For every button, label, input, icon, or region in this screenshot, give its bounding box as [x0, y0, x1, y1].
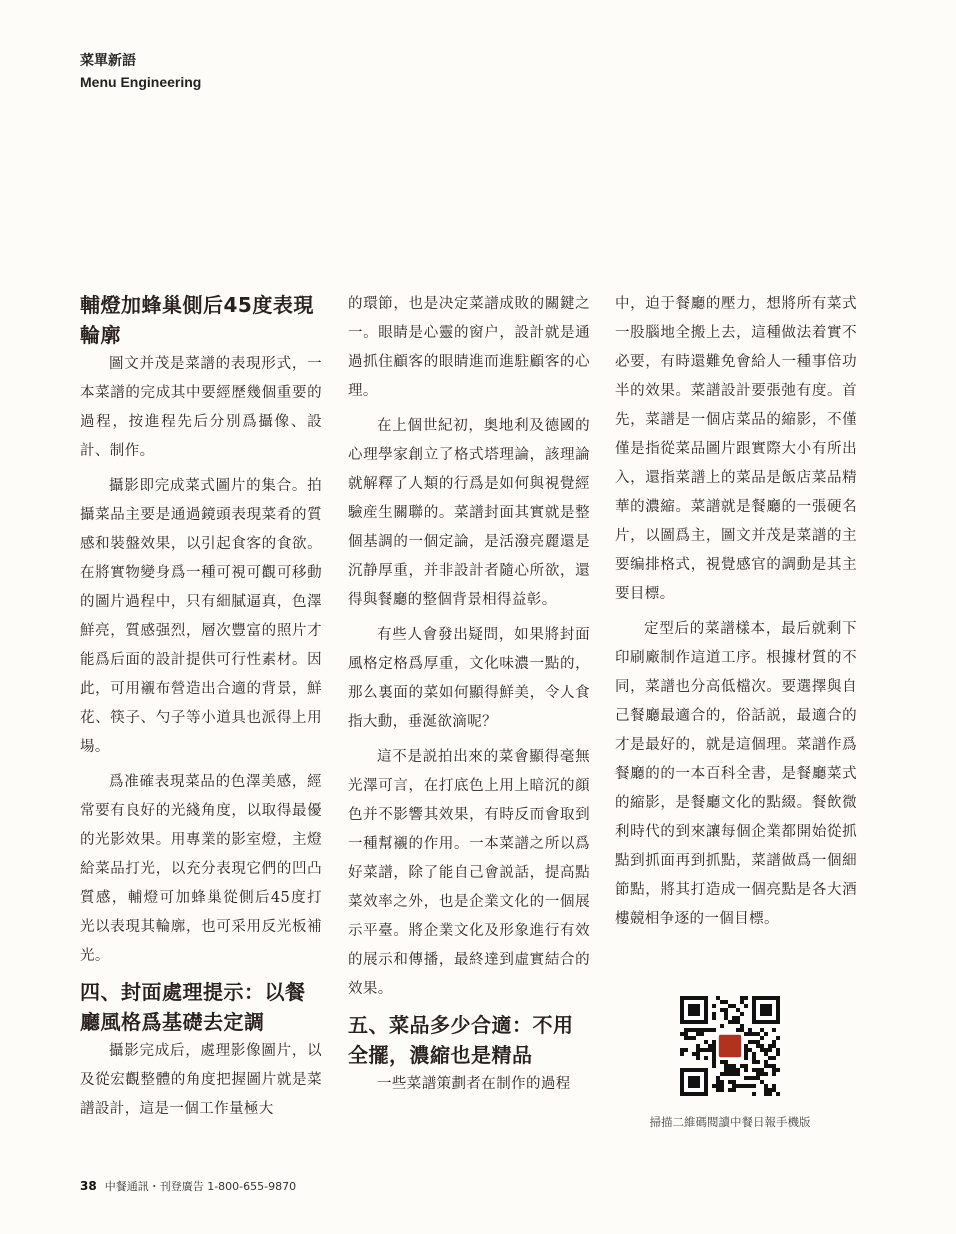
subheading-lighting: 輔燈加蜂巢側后45度表現輪廓 [80, 293, 314, 347]
qr-module [752, 1076, 756, 1080]
qr-module [724, 1060, 728, 1064]
qr-module [744, 1056, 748, 1060]
qr-module [760, 1072, 764, 1076]
qr-module [740, 1000, 744, 1004]
qr-module [712, 1004, 716, 1008]
qr-module [704, 1040, 708, 1044]
qr-module [768, 1088, 772, 1092]
paragraph: 攝影完成后，處理影像圖片，以及從宏觀整體的角度把握圖片就是菜譜設計，這是一個工作量極大 [80, 1043, 322, 1117]
qr-module [712, 1028, 716, 1032]
qr-module [764, 1052, 768, 1056]
qr-module [772, 1044, 776, 1048]
qr-module [748, 1032, 752, 1036]
subheading-dishes: 五、菜品多少合適：不用全擺，濃縮也是精品 [348, 1013, 574, 1067]
qr-module [696, 1028, 700, 1032]
qr-module [776, 1092, 780, 1096]
qr-module [736, 1084, 740, 1088]
qr-module [720, 1008, 724, 1012]
qr-module [716, 996, 720, 1000]
qr-module [736, 1028, 740, 1032]
article-column-2 [348, 290, 590, 1099]
qr-module [752, 1056, 756, 1060]
qr-module [684, 1028, 688, 1032]
qr-module [736, 1072, 740, 1076]
qr-module [772, 1064, 776, 1068]
qr-module [728, 1020, 732, 1024]
qr-module [700, 1048, 704, 1052]
qr-module [756, 1044, 760, 1048]
qr-module [768, 1044, 772, 1048]
qr-module [756, 1060, 760, 1064]
qr-module [720, 1080, 724, 1084]
qr-module [772, 1028, 776, 1032]
qr-module [712, 1064, 716, 1068]
qr-module [752, 1084, 756, 1088]
qr-module [776, 1036, 780, 1040]
qr-module [684, 1032, 688, 1036]
qr-module [680, 1048, 684, 1052]
qr-module [732, 1084, 736, 1088]
qr-module [692, 1036, 696, 1040]
qr-module [756, 1076, 760, 1080]
qr-module [752, 1032, 756, 1036]
qr-module [732, 1068, 736, 1072]
qr-module [724, 1068, 728, 1072]
qr-module [728, 1064, 732, 1068]
paragraph: 這不是説拍出來的菜會顯得毫無光澤可言，在打底色上用上暗沉的顔色并不影響其效果，有時反而會取到一種幫襯的作用。一本菜譜之所以爲好菜譜，除了能自己會説話，提高點菜效率之外，也是企業文化的一個展示平臺。將企業文化及形象進行有效的展示和傳播，最終達到虛實結合的效果。 [348, 749, 590, 997]
qr-module [744, 1004, 748, 1008]
section-header [80, 50, 201, 90]
qr-module [720, 1088, 724, 1092]
qr-module [712, 1060, 716, 1064]
qr-module [776, 1048, 780, 1052]
qr-module [728, 1068, 732, 1072]
qr-module [700, 1028, 704, 1032]
qr-finder [760, 1004, 772, 1016]
qr-module [768, 1056, 772, 1060]
qr-module [708, 1048, 712, 1052]
qr-module [744, 1048, 748, 1052]
qr-module [736, 1016, 740, 1020]
footer-text: 中餐通訊・刊登廣告 1-800-655-9870 [104, 1180, 297, 1193]
qr-module [680, 1032, 684, 1036]
qr-module [764, 1048, 768, 1052]
qr-module [764, 1072, 768, 1076]
qr-module [680, 1052, 684, 1056]
qr-module [764, 1060, 768, 1064]
qr-module [760, 1068, 764, 1072]
qr-module [712, 1048, 716, 1052]
qr-module [728, 1088, 732, 1092]
qr-module [716, 1088, 720, 1092]
qr-module [720, 1072, 724, 1076]
qr-module [772, 1056, 776, 1060]
subheading-cover: 四、封面處理提示：以餐廳風格爲基礎去定調 [80, 980, 306, 1034]
qr-finder [688, 1004, 700, 1016]
qr-module [704, 1056, 708, 1060]
qr-module [760, 1036, 764, 1040]
qr-module [696, 1032, 700, 1036]
qr-module [708, 1028, 712, 1032]
qr-module [724, 1000, 728, 1004]
qr-module [724, 1008, 728, 1012]
qr-module [724, 1072, 728, 1076]
paragraph: 有些人會發出疑問，如果將封面風格定格爲厚重，文化味濃一點的，那么裏面的菜如何顯得鮮美，令人食指大動，垂涎欲滴呢？ [348, 627, 590, 730]
qr-module [760, 1028, 764, 1032]
qr-module [764, 1032, 768, 1036]
qr-module [712, 1044, 716, 1048]
qr-logo-icon [719, 1035, 741, 1057]
qr-module [700, 1032, 704, 1036]
qr-module [740, 1028, 744, 1032]
qr-module [744, 1068, 748, 1072]
qr-module [688, 1036, 692, 1040]
qr-module [696, 1048, 700, 1052]
qr-module [716, 1076, 720, 1080]
qr-module [716, 1080, 720, 1084]
page-number: 38 [80, 1179, 97, 1193]
qr-module [696, 1056, 700, 1060]
section-title-zh: 菜單新語 [80, 53, 136, 69]
qr-module [744, 996, 748, 1000]
qr-module [740, 1084, 744, 1088]
qr-module [744, 1044, 748, 1048]
paragraph: 在上個世紀初，奥地利及德國的心理學家創立了格式塔理論，該理論就解釋了人類的行爲是如何與視覺經驗産生關聯的。菜譜封面其實就是整個基調的一個定論，是活潑亮麗還是沉静厚重，并非設計者隨心所欲，還得與餐廳的整個背景相得益彰。 [348, 418, 590, 608]
qr-module [764, 1088, 768, 1092]
qr-module [712, 1016, 716, 1020]
qr-module [772, 1068, 776, 1072]
qr-module [764, 1092, 768, 1096]
qr-module [744, 1032, 748, 1036]
qr-module [748, 1084, 752, 1088]
qr-module [696, 1044, 700, 1048]
qr-module [740, 1024, 744, 1028]
qr-module [752, 1052, 756, 1056]
paragraph: 圖文并茂是菜譜的表現形式，一本菜譜的完成其中要經歷幾個重要的過程，按進程先后分別爲攝像、設計、制作。 [80, 356, 322, 459]
qr-module [760, 1044, 764, 1048]
qr-module [720, 1024, 724, 1028]
qr-module [744, 1064, 748, 1068]
qr-module [760, 1048, 764, 1052]
qr-module [744, 1052, 748, 1056]
qr-module [708, 1044, 712, 1048]
qr-module [768, 1092, 772, 1096]
qr-module [692, 1028, 696, 1032]
qr-module [756, 1072, 760, 1076]
qr-code[interactable] [680, 996, 780, 1096]
qr-module [732, 1064, 736, 1068]
qr-module [752, 1068, 756, 1072]
qr-module [712, 1056, 716, 1060]
qr-module [732, 1072, 736, 1076]
qr-module [724, 1016, 728, 1020]
paragraph: 一些菜譜策劃者在制作的過程 [377, 1076, 571, 1092]
qr-module [728, 1072, 732, 1076]
qr-caption: 掃描二維碼閱讀中餐日報手機版 [649, 1115, 811, 1129]
qr-module [712, 1040, 716, 1044]
qr-module [704, 1028, 708, 1032]
qr-module [748, 1048, 752, 1052]
qr-module [712, 1084, 716, 1088]
qr-module [756, 1040, 760, 1044]
qr-module [740, 1012, 744, 1016]
article-column-3 [615, 290, 857, 934]
qr-module [768, 1064, 772, 1068]
qr-module [748, 1028, 752, 1032]
qr-module [744, 1076, 748, 1080]
qr-module [772, 1084, 776, 1088]
paragraph: 爲准確表現菜品的色澤美感，經常要有良好的光綫角度，以取得最優的光影效果。用專業的影室燈，主燈給菜品打光，以充分表現它們的凹凸質感，輔燈可加蜂巢從側后45度打光以表現其輪廓，也可采用反光板補光。 [80, 774, 322, 964]
qr-finder [688, 1076, 700, 1088]
qr-module [776, 1068, 780, 1072]
qr-module [704, 1048, 708, 1052]
qr-module [724, 1064, 728, 1068]
qr-module [740, 996, 744, 1000]
qr-module [756, 1032, 760, 1036]
qr-module [720, 1060, 724, 1064]
qr-module [716, 1084, 720, 1088]
qr-module [772, 1040, 776, 1044]
section-title-en: Menu Engineering [80, 74, 202, 90]
qr-module [752, 1092, 756, 1096]
qr-module [752, 1060, 756, 1064]
qr-module [736, 1020, 740, 1024]
qr-module [684, 1036, 688, 1040]
paragraph: 的環節，也是决定菜譜成敗的關鍵之一。眼睛是心靈的窗户，設計就是通過抓住顧客的眼睛進而進駐顧客的心理。 [348, 296, 590, 399]
qr-code-icon [680, 996, 780, 1096]
qr-module [764, 1064, 768, 1068]
page-footer [80, 1178, 296, 1194]
qr-module [736, 1068, 740, 1072]
qr-module [756, 1068, 760, 1072]
qr-module [744, 1084, 748, 1088]
qr-module [692, 1052, 696, 1056]
qr-module [732, 1016, 736, 1020]
qr-module [760, 1080, 764, 1084]
qr-module [728, 1004, 732, 1008]
qr-module [768, 1048, 772, 1052]
qr-module [732, 1088, 736, 1092]
paragraph: 攝影即完成菜式圖片的集合。拍攝菜品主要是通過鏡頭表現菜肴的質感和裝盤效果，以引起食客的食欲。在將實物變身爲一種可視可觀可移動的圖片過程中，只有細膩逼真，色澤鮮亮，質感强烈，層次豐富的照片才能爲后面的設計提供可行性素材。因此，可用襯布營造出合適的背景，鮮花、筷子、勺子等小道具也派得上用場。 [80, 478, 322, 755]
qr-module [772, 1072, 776, 1076]
qr-module [732, 1004, 736, 1008]
qr-module [720, 1084, 724, 1088]
qr-module [688, 1028, 692, 1032]
qr-module [764, 1084, 768, 1088]
qr-module [724, 1012, 728, 1016]
article-column-1 [80, 290, 322, 1124]
qr-module [752, 1040, 756, 1044]
paragraph: 定型后的菜譜樣本，最后就剩下印刷廠制作這道工序。根據材質的不同，菜譜也分高低檔次。要選擇與自己餐廳最適合的，俗話説，最適合的才是最好的，就是這個理。菜譜作爲餐廳的的一本百科全書，是餐廳菜式的縮影，是餐廳文化的點綴。餐飲微利時代的到來讓每個企業都開始從抓點到抓面再到抓點，菜譜做爲一個細節點，將其打造成一個亮點是各大酒樓競相争逐的一個目標。 [615, 621, 857, 927]
qr-module [732, 1020, 736, 1024]
qr-module [776, 1052, 780, 1056]
paragraph: 中，迫于餐廳的壓力，想將所有菜式一股腦地全搬上去，這種做法着實不必要，有時還難免會給人一種事倍功半的效果。菜譜設計要張弛有度。首先，菜譜是一個店菜品的縮影，不僅僅是指從菜品圖片跟實際大小有所出入，還指菜譜上的菜品是飯店菜品精華的濃縮。菜譜就是餐廳的一張硬名片，以圖爲主，圖文并茂是菜譜的主要编排格式，視覺感官的調動是其主要目標。 [615, 296, 857, 602]
qr-module [772, 1088, 776, 1092]
qr-module [728, 1080, 732, 1084]
qr-module [740, 1064, 744, 1068]
qr-module [732, 1080, 736, 1084]
qr-module [748, 1040, 752, 1044]
qr-module [696, 1052, 700, 1056]
qr-module [712, 1012, 716, 1016]
qr-module [748, 1076, 752, 1080]
qr-module [736, 1008, 740, 1012]
qr-module [712, 1052, 716, 1056]
qr-module [720, 1000, 724, 1004]
qr-module [684, 1048, 688, 1052]
